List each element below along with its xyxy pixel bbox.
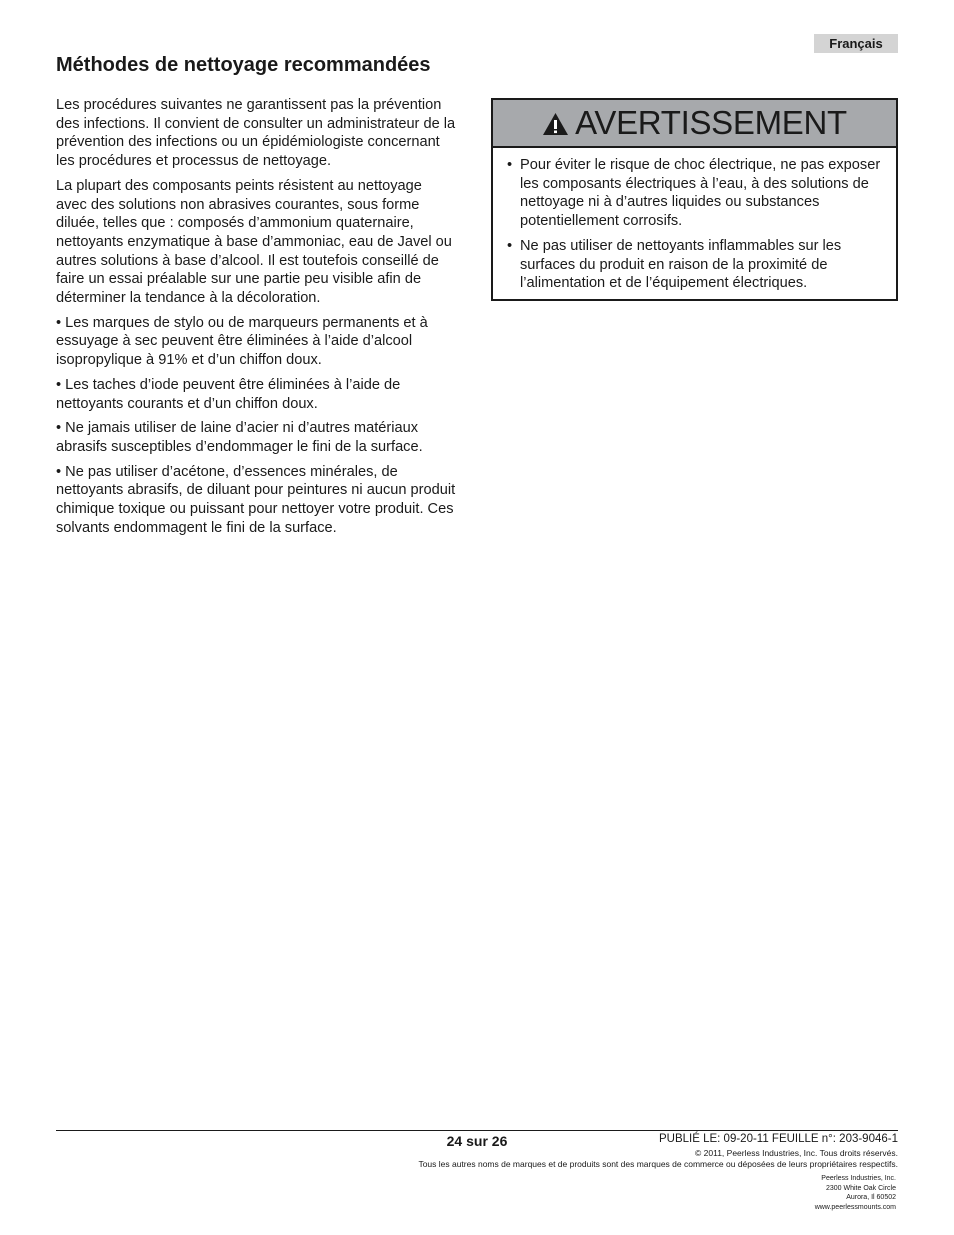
paragraph-infection-disclaimer: Les procédures suivantes ne garantissent pas la prévention des infections. Il convient de consulter un administrateur de la prévention des infections ou un épidémiologiste concernant les procédures et processus de nettoyage. — [56, 97, 456, 170]
page-number: 24 sur 26 — [446, 1133, 508, 1149]
address-website: www.peerlessmounts.com — [814, 1204, 896, 1212]
company-address — [815, 1174, 896, 1213]
paragraph-steel-wool: • Ne jamais utiliser de laine d’acier ni d’autres matériaux abrasifs susceptibles d’endommager le fini de la surface. — [56, 420, 423, 455]
footer-divider — [56, 1130, 898, 1131]
warning-item-electric-shock: • Pour éviter le risque de choc électrique, ne pas exposer les composants électriques à l’eau, à des solutions de nettoyage ni à d’autres liquides ou substances potentiellement corrosifs. — [507, 156, 882, 231]
warning-title: AVERTISSEMENT — [575, 104, 847, 141]
paragraph-iodine-stains: • Les taches d’iode peuvent être éliminées à l’aide de nettoyants courants et d’un chiffon doux. — [56, 376, 401, 412]
warning-box — [491, 98, 898, 301]
paragraph-painted-components: La plupart des composants peints résistent au nettoyage avec des solutions non abrasives courantes, sous forme diluée, telles que : composés d’ammonium quaternaire, nettoyants enzymatique à base d’ammoniac, eau de Javel ou autres solutions à base d’alcool. Il est toutefois conseillé de faire un essai préalable sur une partie peu visible afin de déterminer la tendance à la décoloration. — [56, 177, 452, 307]
warning-item-flammable-cleaners: • Ne pas utiliser de nettoyants inflammables sur les surfaces du produit en raison de la proximité de l’alimentation et de l’équipement électriques. — [507, 237, 882, 293]
publication-info: PUBLIÉ LE: 09-20-11 FEUILLE n°: 203-9046-1 — [659, 1133, 898, 1145]
language-tab: Français — [814, 34, 898, 53]
copyright-notice: © 2011, Peerless Industries, Inc. Tous droits réservés. — [695, 1148, 898, 1158]
address-city: Aurora, Il 60502 — [846, 1194, 896, 1202]
paragraph-solvents: • Ne pas utiliser d’acétone, d’essences minérales, de nettoyants abrasifs, de diluant pour peintures ni aucun produit chimique toxique ou puissant pour nettoyer votre produit. Ces solvants endommagent le fini de la surface. — [56, 463, 456, 536]
cleaning-instructions — [56, 96, 456, 543]
warning-triangle-icon — [542, 112, 569, 136]
address-company: Peerless Industries, Inc. — [821, 1175, 896, 1182]
warning-header — [493, 100, 896, 148]
paragraph-pen-marks: • Les marques de stylo ou de marqueurs permanents et à essuyage à sec peuvent être éliminées à l’aide d’alcool isopropylique à 91% et d’un chiffon doux. — [56, 314, 428, 369]
page-title: Méthodes de nettoyage recommandées — [56, 54, 431, 76]
address-street: 2300 White Oak Circle — [825, 1184, 896, 1192]
trademark-notice: Tous les autres noms de marques et de produits sont des marques de commerce ou déposées de leurs propriétaires respectifs. — [418, 1159, 898, 1169]
warning-list — [493, 148, 896, 293]
